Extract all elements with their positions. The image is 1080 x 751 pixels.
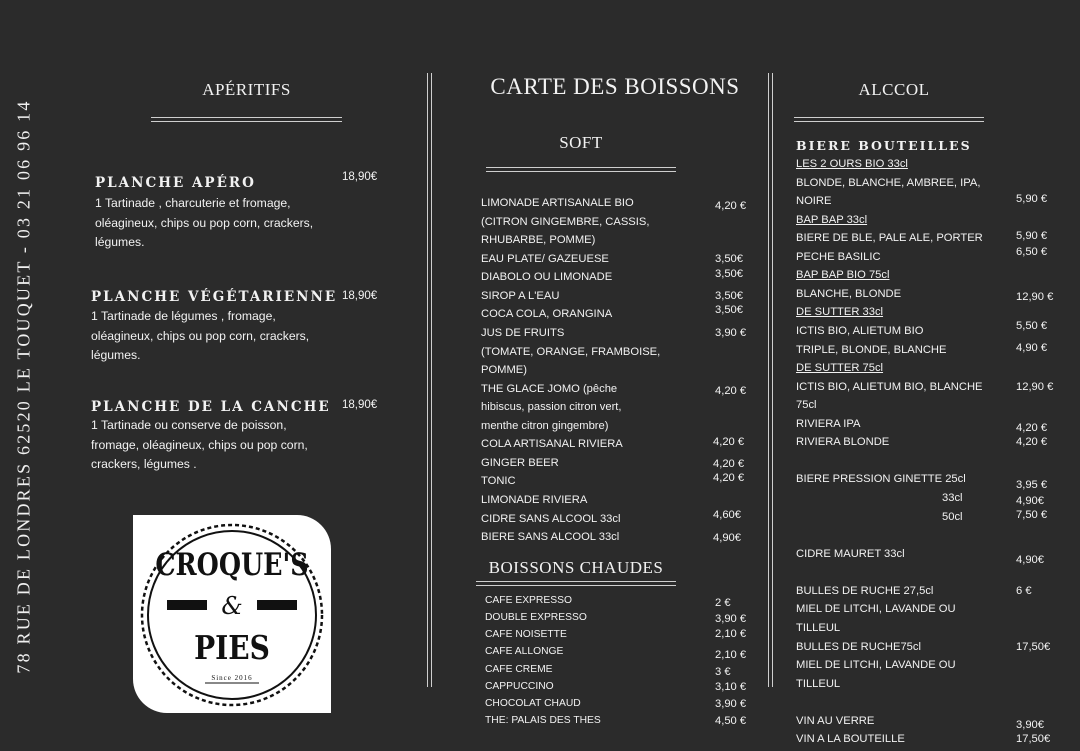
list-item: RIVIERA IPA bbox=[796, 418, 861, 430]
price: 4,90€ bbox=[1016, 554, 1044, 566]
list-item: THE: PALAIS DES THES bbox=[485, 715, 601, 726]
list-item: JUS DE FRUITS bbox=[481, 327, 565, 339]
price: 3 € bbox=[715, 666, 731, 678]
item-description: 1 Tartinade ou conserve de poisson, fromage, oléagineux, chips ou pop corn, crackers, légumes . bbox=[91, 418, 308, 471]
price: 4,90€ bbox=[713, 532, 741, 544]
list-item: RHUBARBE, POMME) bbox=[481, 234, 596, 246]
list-item: 50cl bbox=[942, 511, 963, 523]
price: 3,90 € bbox=[715, 327, 747, 339]
price: 4,20 € bbox=[715, 200, 747, 212]
price: 3,50€ bbox=[715, 290, 743, 302]
list-item: CHOCOLAT CHAUD bbox=[485, 698, 581, 709]
logo-line2: PIES bbox=[194, 628, 270, 667]
list-item: COCA COLA, ORANGINA bbox=[481, 308, 613, 320]
list-item: (TOMATE, ORANGE, FRAMBOISE, bbox=[481, 346, 661, 358]
list-item: TONIC bbox=[481, 475, 516, 487]
chaudes-rule bbox=[476, 581, 676, 586]
list-item: CAFE EXPRESSO bbox=[485, 595, 572, 606]
list-item: THE GLACE JOMO (pêche bbox=[481, 383, 618, 395]
list-item: DIABOLO OU LIMONADE bbox=[481, 271, 613, 283]
list-item: TILLEUL bbox=[796, 622, 841, 634]
list-item: CAFE ALLONGE bbox=[485, 646, 564, 657]
price: 17,50€ bbox=[1016, 641, 1051, 653]
address-phone-vertical: 78 RUE DE LONDRES 62520 LE TOUQUET - 03 21 06 96 14 bbox=[13, 99, 34, 674]
aperitifs-heading: APÉRITIFS bbox=[202, 80, 291, 99]
price: 12,90 € bbox=[1016, 381, 1054, 393]
price: 2,10 € bbox=[715, 628, 747, 640]
list-item: PECHE BASILIC bbox=[796, 251, 881, 263]
list-item: DOUBLE EXPRESSO bbox=[485, 612, 587, 623]
aperitifs-rule bbox=[151, 117, 342, 122]
price: 4,50 € bbox=[715, 715, 747, 727]
list-item: BULLES DE RUCHE 27,5cl bbox=[796, 585, 934, 597]
list-item: CIDRE MAURET 33cl bbox=[796, 548, 905, 560]
list-item: ICTIS BIO, ALIETUM BIO, BLANCHE bbox=[796, 381, 983, 393]
list-item: TRIPLE, BLONDE, BLANCHE bbox=[796, 344, 947, 356]
price: 4,20 € bbox=[713, 458, 745, 470]
list-item: menthe citron gingembre) bbox=[481, 420, 609, 432]
list-item: 75cl bbox=[796, 399, 817, 411]
list-item: GINGER BEER bbox=[481, 457, 559, 469]
price: 4,20 € bbox=[713, 436, 745, 448]
price: 3,90 € bbox=[715, 698, 747, 710]
alcool-rule bbox=[794, 117, 984, 122]
item-description: 1 Tartinade , charcuterie et fromage, oléagineux, chips ou pop corn, crackers, légumes. bbox=[95, 196, 314, 249]
list-item: CIDRE SANS ALCOOL 33cl bbox=[481, 513, 621, 525]
price: 4,20 € bbox=[715, 385, 747, 397]
list-item: CAFE CREME bbox=[485, 664, 553, 675]
carte-title: CARTE DES BOISSONS bbox=[490, 74, 740, 99]
list-item: COLA ARTISANAL RIVIERA bbox=[481, 438, 623, 450]
list-item: BULLES DE RUCHE75cl bbox=[796, 641, 921, 653]
price: 4,20 € bbox=[713, 472, 745, 484]
list-item: SIROP A L'EAU bbox=[481, 290, 560, 302]
list-item: MIEL DE LITCHI, LAVANDE OU bbox=[796, 603, 956, 615]
item-price: 18,90€ bbox=[342, 171, 378, 183]
list-item: hibiscus, passion citron vert, bbox=[481, 401, 622, 413]
list-item: LES 2 OURS BIO 33cl bbox=[796, 158, 908, 170]
price: 2,10 € bbox=[715, 649, 747, 661]
price: 4,90 € bbox=[1016, 342, 1048, 354]
list-item: VIN AU VERRE bbox=[796, 715, 875, 727]
item-price: 18,90€ bbox=[342, 290, 378, 302]
list-item: LIMONADE RIVIERA bbox=[481, 494, 588, 506]
logo-since: Since 2016 bbox=[211, 674, 253, 682]
price: 5,90 € bbox=[1016, 193, 1048, 205]
croques-pies-logo bbox=[133, 515, 331, 713]
soft-rule bbox=[486, 167, 676, 172]
price: 3,90 € bbox=[715, 613, 747, 625]
price: 3,50€ bbox=[715, 268, 743, 280]
price: 4,60€ bbox=[713, 509, 741, 521]
price: 3,95 € bbox=[1016, 479, 1048, 491]
item-title: PLANCHE APÉRO bbox=[95, 175, 256, 191]
price: 3,10 € bbox=[715, 681, 747, 693]
biere-bouteilles-heading: BIERE BOUTEILLES bbox=[796, 138, 972, 153]
price: 3,50€ bbox=[715, 304, 743, 316]
price: 6,50 € bbox=[1016, 246, 1048, 258]
price: 3,50€ bbox=[715, 253, 743, 265]
divider-left bbox=[427, 73, 432, 687]
item-description: 1 Tartinade de légumes , fromage, oléagineux, chips ou pop corn, crackers, légumes. bbox=[91, 309, 310, 362]
price: 3,90€ bbox=[1016, 719, 1044, 731]
list-item: 33cl bbox=[942, 492, 963, 504]
list-item: BAP BAP 33cl bbox=[796, 214, 868, 226]
logo-line1: CROQUE'S bbox=[155, 547, 309, 583]
list-item: BLONDE, BLANCHE, AMBREE, IPA, bbox=[796, 177, 981, 189]
list-item: BLANCHE, BLONDE bbox=[796, 288, 902, 300]
alcool-heading: ALCCOL bbox=[858, 80, 930, 99]
list-item: POMME) bbox=[481, 364, 527, 376]
price: 4,90€ bbox=[1016, 495, 1044, 507]
list-item: CAPPUCCINO bbox=[485, 681, 554, 692]
divider-right bbox=[768, 73, 773, 687]
item-title: PLANCHE VÉGÉTARIENNE bbox=[91, 289, 338, 305]
price: 5,50 € bbox=[1016, 320, 1048, 332]
list-item: (CITRON GINGEMBRE, CASSIS, bbox=[481, 216, 650, 228]
price: 4,20 € bbox=[1016, 436, 1048, 448]
item-price: 18,90€ bbox=[342, 399, 378, 411]
price: 4,20 € bbox=[1016, 422, 1048, 434]
price: 2 € bbox=[715, 597, 731, 609]
list-item: RIVIERA BLONDE bbox=[796, 436, 890, 448]
list-item: MIEL DE LITCHI, LAVANDE OU bbox=[796, 659, 956, 671]
list-item: VIN A LA BOUTEILLE bbox=[796, 733, 905, 745]
list-item: BAP BAP BIO 75cl bbox=[796, 269, 890, 281]
soft-heading: SOFT bbox=[559, 133, 603, 152]
list-item: EAU PLATE/ GAZEUESE bbox=[481, 253, 609, 265]
price: 12,90 € bbox=[1016, 291, 1054, 303]
list-item: LIMONADE ARTISANALE BIO bbox=[481, 197, 634, 209]
list-item: DE SUTTER 75cl bbox=[796, 362, 884, 374]
list-item: BIERE PRESSION GINETTE 25cl bbox=[796, 473, 966, 485]
list-item: DE SUTTER 33cl bbox=[796, 306, 884, 318]
price: 17,50€ bbox=[1016, 733, 1051, 745]
list-item: ICTIS BIO, ALIETUM BIO bbox=[796, 325, 924, 337]
list-item: TILLEUL bbox=[796, 678, 841, 690]
item-title: PLANCHE DE LA CANCHE bbox=[91, 399, 331, 415]
price: 5,90 € bbox=[1016, 230, 1048, 242]
list-item: NOIRE bbox=[796, 195, 832, 207]
chaudes-heading: BOISSONS CHAUDES bbox=[488, 558, 664, 577]
price: 7,50 € bbox=[1016, 509, 1048, 521]
price: 6 € bbox=[1016, 585, 1032, 597]
list-item: BIERE SANS ALCOOL 33cl bbox=[481, 531, 620, 543]
list-item: BIERE DE BLE, PALE ALE, PORTER bbox=[796, 232, 983, 244]
logo-amp: & bbox=[221, 592, 243, 620]
list-item: CAFE NOISETTE bbox=[485, 629, 567, 640]
